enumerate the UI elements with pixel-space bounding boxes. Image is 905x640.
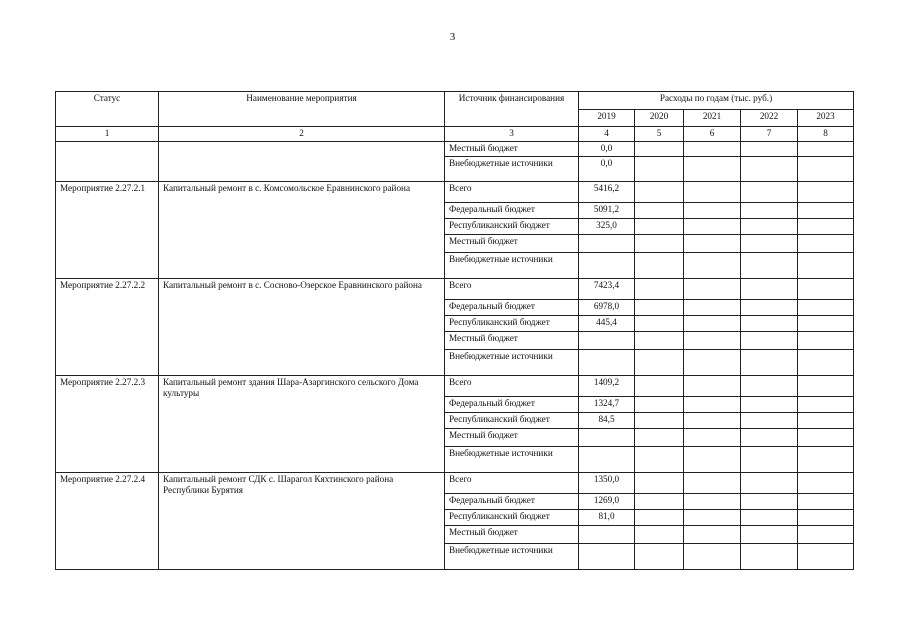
value-2021 (684, 510, 741, 526)
table-body (56, 92, 854, 570)
header-year: 2022 (741, 110, 798, 127)
source-cell: Республиканский бюджет (445, 316, 579, 332)
value-2020 (635, 526, 684, 544)
col-number: 2 (159, 127, 445, 142)
value-2023 (798, 235, 854, 253)
source-cell: Всего (445, 473, 579, 494)
value-2019 (579, 429, 635, 447)
value-2021 (684, 397, 741, 413)
value-2019 (579, 350, 635, 376)
value-2020 (635, 316, 684, 332)
header-year: 2020 (635, 110, 684, 127)
value-2022 (741, 203, 798, 219)
source-cell: Федеральный бюджет (445, 300, 579, 316)
value-2021 (684, 413, 741, 429)
value-2020 (635, 473, 684, 494)
status-cell: Мероприятие 2.27.2.1 (56, 182, 159, 279)
value-2020 (635, 544, 684, 570)
status-cell: Мероприятие 2.27.2.4 (56, 473, 159, 570)
value-2021 (684, 544, 741, 570)
source-cell: Внебюджетные источники (445, 253, 579, 279)
source-cell: Федеральный бюджет (445, 203, 579, 219)
value-2022 (741, 473, 798, 494)
source-cell: Республиканский бюджет (445, 413, 579, 429)
table-row (56, 279, 854, 300)
value-2022 (741, 316, 798, 332)
value-2020 (635, 447, 684, 473)
value-2022 (741, 413, 798, 429)
value-2019 (579, 544, 635, 570)
value-2021 (684, 473, 741, 494)
value-2023 (798, 473, 854, 494)
value-2023 (798, 544, 854, 570)
header-year: 2019 (579, 110, 635, 127)
value-2019 (579, 253, 635, 279)
source-cell: Республиканский бюджет (445, 219, 579, 235)
value-2023 (798, 316, 854, 332)
value-2022 (741, 429, 798, 447)
value-2019: 445,4 (579, 316, 635, 332)
source-cell: Местный бюджет (445, 429, 579, 447)
header-expenses: Расходы по годам (тыс. руб.) (579, 92, 854, 110)
header-name: Наименование мероприятия (159, 92, 445, 127)
source-cell: Внебюджетные источники (445, 447, 579, 473)
value-2020 (635, 142, 684, 157)
col-number: 8 (798, 127, 854, 142)
value-2019: 1409,2 (579, 376, 635, 397)
value-2022 (741, 397, 798, 413)
value-2019: 1350,0 (579, 473, 635, 494)
header-status: Статус (56, 92, 159, 127)
value-2022 (741, 544, 798, 570)
value-2020 (635, 300, 684, 316)
status-cell (56, 142, 159, 182)
value-2021 (684, 350, 741, 376)
value-2021 (684, 429, 741, 447)
value-2023 (798, 157, 854, 182)
value-2023 (798, 494, 854, 510)
value-2020 (635, 203, 684, 219)
value-2020 (635, 350, 684, 376)
value-2019 (579, 447, 635, 473)
source-cell: Внебюджетные источники (445, 157, 579, 182)
name-cell: Капитальный ремонт в с. Комсомольское Еравнинского района (159, 182, 445, 279)
value-2019 (579, 235, 635, 253)
value-2021 (684, 332, 741, 350)
value-2021 (684, 219, 741, 235)
value-2021 (684, 235, 741, 253)
value-2022 (741, 157, 798, 182)
value-2021 (684, 142, 741, 157)
value-2020 (635, 429, 684, 447)
header-source: Источник финансирования (445, 92, 579, 127)
value-2019: 5416,2 (579, 182, 635, 203)
status-cell: Мероприятие 2.27.2.3 (56, 376, 159, 473)
value-2020 (635, 376, 684, 397)
value-2023 (798, 350, 854, 376)
value-2023 (798, 219, 854, 235)
value-2019: 1324,7 (579, 397, 635, 413)
source-cell: Внебюджетные источники (445, 350, 579, 376)
value-2021 (684, 526, 741, 544)
value-2022 (741, 526, 798, 544)
value-2022 (741, 350, 798, 376)
value-2020 (635, 510, 684, 526)
value-2020 (635, 157, 684, 182)
value-2023 (798, 182, 854, 203)
name-cell (159, 142, 445, 182)
value-2020 (635, 253, 684, 279)
value-2022 (741, 510, 798, 526)
table-row (56, 473, 854, 494)
budget-table (55, 91, 854, 570)
value-2021 (684, 494, 741, 510)
value-2019: 6978,0 (579, 300, 635, 316)
value-2022 (741, 494, 798, 510)
name-cell: Капитальный ремонт здания Шара-Азаргинского сельского Дома культуры (159, 376, 445, 473)
value-2023 (798, 332, 854, 350)
header-row-1 (56, 92, 854, 110)
value-2021 (684, 300, 741, 316)
value-2019: 1269,0 (579, 494, 635, 510)
value-2022 (741, 253, 798, 279)
value-2019: 0,0 (579, 142, 635, 157)
value-2023 (798, 142, 854, 157)
col-number: 6 (684, 127, 741, 142)
value-2021 (684, 203, 741, 219)
value-2020 (635, 332, 684, 350)
col-number: 5 (635, 127, 684, 142)
status-cell: Мероприятие 2.27.2.2 (56, 279, 159, 376)
value-2023 (798, 279, 854, 300)
source-cell: Федеральный бюджет (445, 494, 579, 510)
value-2022 (741, 235, 798, 253)
source-cell: Республиканский бюджет (445, 510, 579, 526)
value-2022 (741, 182, 798, 203)
col-number: 4 (579, 127, 635, 142)
value-2020 (635, 219, 684, 235)
table-row (56, 376, 854, 397)
value-2019: 325,0 (579, 219, 635, 235)
value-2023 (798, 447, 854, 473)
source-cell: Местный бюджет (445, 526, 579, 544)
source-cell: Внебюджетные источники (445, 544, 579, 570)
column-number-row (56, 127, 854, 142)
value-2019: 0,0 (579, 157, 635, 182)
value-2022 (741, 219, 798, 235)
page-number: 3 (449, 31, 456, 43)
value-2019: 7423,4 (579, 279, 635, 300)
col-number: 3 (445, 127, 579, 142)
source-cell: Местный бюджет (445, 235, 579, 253)
value-2019: 81,0 (579, 510, 635, 526)
value-2021 (684, 376, 741, 397)
value-2019 (579, 332, 635, 350)
value-2020 (635, 182, 684, 203)
value-2021 (684, 447, 741, 473)
value-2023 (798, 510, 854, 526)
value-2020 (635, 235, 684, 253)
value-2022 (741, 447, 798, 473)
value-2022 (741, 376, 798, 397)
col-number: 7 (741, 127, 798, 142)
value-2019: 84,5 (579, 413, 635, 429)
value-2022 (741, 300, 798, 316)
value-2021 (684, 157, 741, 182)
name-cell: Капитальный ремонт в с. Сосново-Озерское Еравнинского района (159, 279, 445, 376)
source-cell: Местный бюджет (445, 332, 579, 350)
value-2023 (798, 203, 854, 219)
value-2023 (798, 300, 854, 316)
value-2020 (635, 413, 684, 429)
value-2020 (635, 494, 684, 510)
value-2023 (798, 526, 854, 544)
value-2021 (684, 253, 741, 279)
value-2022 (741, 279, 798, 300)
value-2023 (798, 253, 854, 279)
value-2021 (684, 316, 741, 332)
header-year: 2023 (798, 110, 854, 127)
table-row (56, 182, 854, 203)
value-2021 (684, 182, 741, 203)
value-2019: 5091,2 (579, 203, 635, 219)
value-2022 (741, 142, 798, 157)
source-cell: Федеральный бюджет (445, 397, 579, 413)
value-2023 (798, 429, 854, 447)
source-cell: Всего (445, 376, 579, 397)
value-2023 (798, 376, 854, 397)
header-year: 2021 (684, 110, 741, 127)
table-row (56, 142, 854, 157)
value-2023 (798, 397, 854, 413)
value-2023 (798, 413, 854, 429)
name-cell: Капитальный ремонт СДК с. Шарагол Кяхтинского района Республики Бурятия (159, 473, 445, 570)
value-2020 (635, 397, 684, 413)
value-2020 (635, 279, 684, 300)
col-number: 1 (56, 127, 159, 142)
value-2022 (741, 332, 798, 350)
source-cell: Всего (445, 279, 579, 300)
source-cell: Всего (445, 182, 579, 203)
source-cell: Местный бюджет (445, 142, 579, 157)
value-2021 (684, 279, 741, 300)
value-2019 (579, 526, 635, 544)
